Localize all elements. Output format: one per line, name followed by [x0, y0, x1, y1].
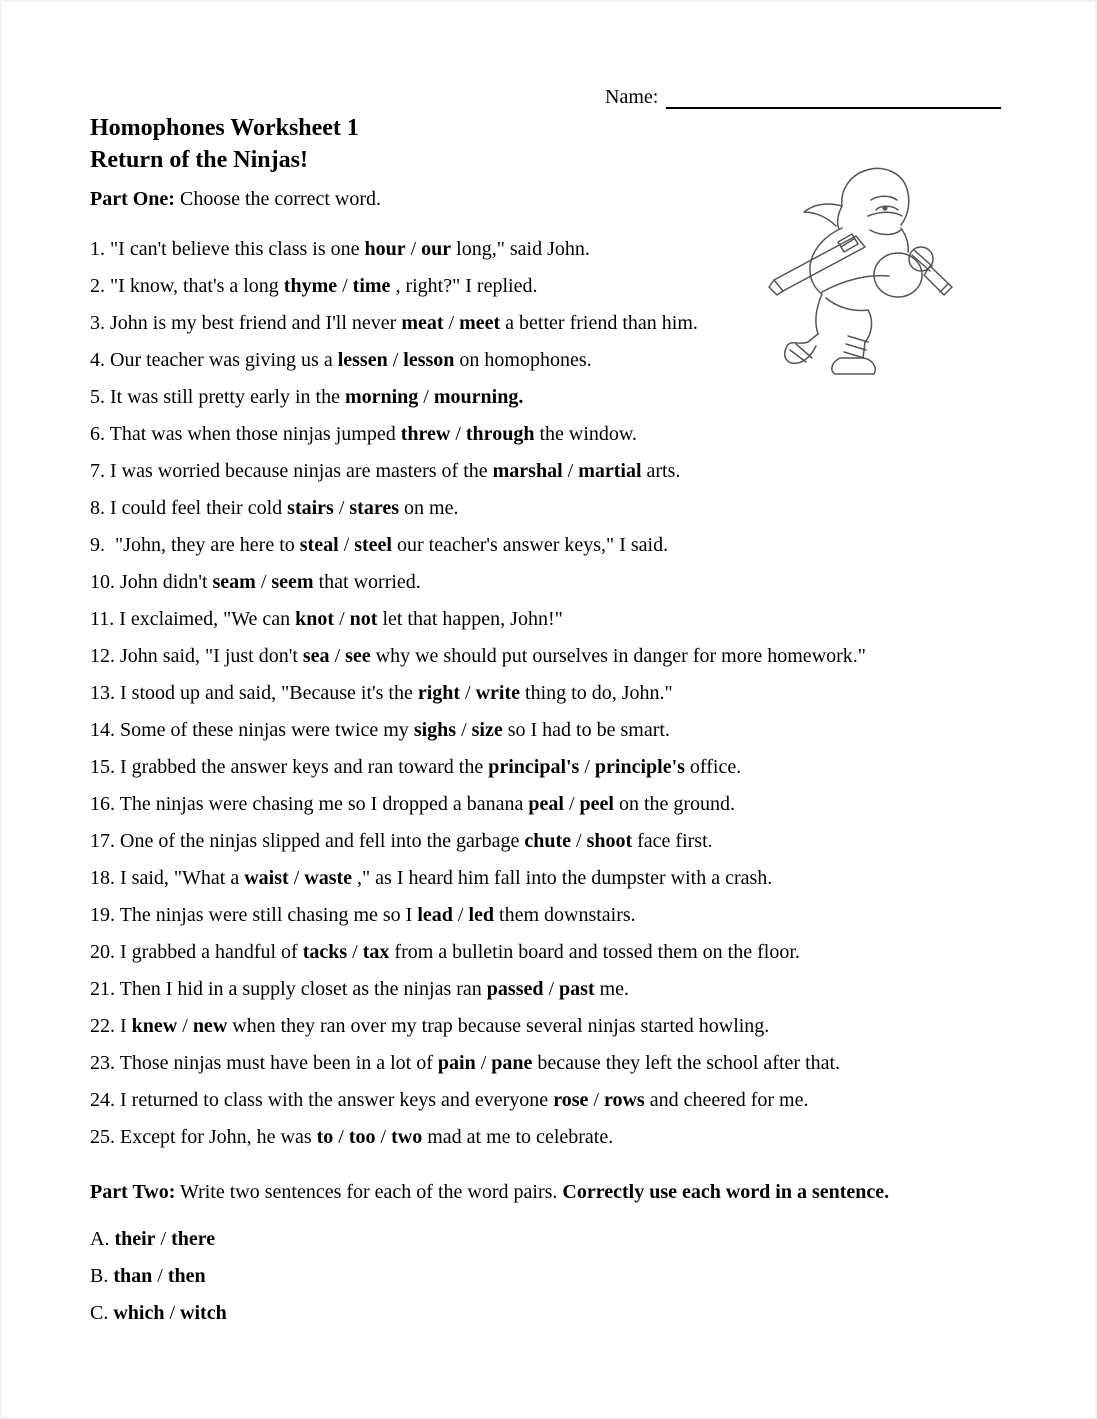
worksheet-item [90, 823, 1080, 860]
name-label: Name: [605, 86, 659, 108]
worksheet-title: Homophones Worksheet 1 [90, 115, 359, 141]
homophone-choice: two [391, 1126, 423, 1148]
homophone-choice: not [349, 608, 378, 630]
sentence-text: / [255, 571, 272, 593]
title-block [90, 112, 359, 176]
sentence-text: / [543, 978, 560, 1000]
homophone-choice: threw [400, 423, 451, 445]
sentence-text: / [562, 460, 579, 482]
sentence-text: 4. Our teacher was giving us a [90, 349, 338, 371]
homophone-choice: write [475, 682, 521, 704]
sentence-text: arts. [641, 460, 681, 482]
worksheet-item [90, 564, 1080, 601]
sentence-text: 13. I stood up and said, "Because it's the [90, 682, 418, 704]
homophone-choice: tax [362, 941, 390, 963]
sentence-text: / [347, 941, 363, 963]
part-two-heading [90, 1181, 1070, 1204]
homophone-choice: meet [459, 312, 501, 334]
sentence-text: / [405, 238, 422, 260]
sentence-text: / [588, 1089, 604, 1111]
sentence-text: 21. Then I hid in a supply closet as the ninjas ran [90, 978, 487, 1000]
sentence-text: / [456, 719, 472, 741]
homophone-choice: shoot [586, 830, 633, 852]
homophone-choice: Part Two: [90, 1181, 176, 1203]
sentence-text: thing to do, John." [520, 682, 673, 704]
homophone-choice: principle's [594, 756, 685, 778]
sentence-text: me. [594, 978, 630, 1000]
homophone-choice: thyme [283, 275, 338, 297]
worksheet-item [90, 749, 1080, 786]
homophone-choice: sighs [413, 719, 457, 741]
sentence-text: / [475, 1052, 492, 1074]
worksheet-item [90, 527, 1080, 564]
sentence-text: / [164, 1302, 181, 1324]
sentence-text: on me. [399, 497, 459, 519]
sentence-text: / [338, 534, 355, 556]
homophone-choice: waste [304, 867, 353, 889]
sentence-text: / [177, 1015, 193, 1037]
homophone-choice: there [171, 1228, 216, 1250]
homophone-choice: chute [524, 830, 571, 852]
sentence-text: 6. That was when those ninjas jumped [90, 423, 401, 445]
sentence-text: face first. [632, 830, 713, 852]
sentence-text: / [333, 497, 350, 519]
worksheet-item [90, 1119, 1080, 1156]
homophone-choice: knot [295, 608, 335, 630]
sentence-text: , right?" I replied. [390, 275, 538, 297]
part-one-heading [90, 188, 381, 211]
sentence-text: 5. It was still pretty early in the [90, 386, 345, 408]
sentence-text: / [452, 904, 469, 926]
sentence-text: 11. I exclaimed, "We can [90, 608, 296, 630]
word-pair-item [90, 1295, 1080, 1332]
homophone-choice: tacks [302, 941, 348, 963]
sentence-text: 10. John didn't [90, 571, 213, 593]
name-blank-line [666, 87, 1001, 109]
worksheet-item [90, 786, 1080, 823]
homophone-choice: lesson [403, 349, 455, 371]
worksheet-item [90, 1008, 1080, 1045]
homophone-choice: morning [344, 386, 419, 408]
sentence-text: our teacher's answer keys," I said. [391, 534, 669, 556]
sentence-text: 23. Those ninjas must have been in a lot of [90, 1052, 438, 1074]
word-pair-item [90, 1258, 1080, 1295]
worksheet-item [90, 1082, 1080, 1119]
sentence-text: and cheered for me. [644, 1089, 809, 1111]
homophone-choice: rows [603, 1089, 645, 1111]
homophone-choice: stares [349, 497, 400, 519]
homophone-choice: martial [578, 460, 642, 482]
sentence-text: long," said John. [451, 238, 590, 260]
worksheet-item [90, 971, 1080, 1008]
sentence-text: ," as I heard him fall into the dumpster with a crash. [352, 867, 773, 889]
sentence-text: Write two sentences for each of the word pairs. [175, 1181, 563, 1203]
sentence-text: / [334, 608, 350, 630]
sentence-text: / [579, 756, 595, 778]
homophone-choice: sea [302, 645, 330, 667]
sentence-text: / [460, 682, 476, 704]
sentence-text: them downstairs. [494, 904, 636, 926]
sentence-text: / [387, 349, 404, 371]
sentence-text: 25. Except for John, he was [90, 1126, 317, 1148]
worksheet-item [90, 601, 1080, 638]
homophone-choice: their [114, 1228, 156, 1250]
sentence-text: / [450, 423, 466, 445]
worksheet-item [90, 675, 1080, 712]
sentence-text: 14. Some of these ninjas were twice my [90, 719, 414, 741]
worksheet-item [90, 712, 1080, 749]
word-pair-item [90, 1221, 1080, 1258]
sentence-text: the window. [534, 423, 638, 445]
sentence-text: / [418, 386, 434, 408]
sentence-text: / [333, 1126, 349, 1148]
sentence-text: 9. "John, they are here to [90, 534, 300, 556]
sentence-text: office. [684, 756, 742, 778]
sentence-text: why we should put ourselves in danger for more homework." [370, 645, 866, 667]
homophone-choice: seam [212, 571, 256, 593]
sentence-text: / [375, 1126, 392, 1148]
homophone-choice: too [348, 1126, 376, 1148]
worksheet-item [90, 416, 1080, 453]
sentence-text: A. [90, 1228, 115, 1250]
sentence-text: Choose the correct word. [174, 188, 382, 210]
sentence-text: because they left the school after that. [532, 1052, 841, 1074]
sentence-text: so I had to be smart. [502, 719, 670, 741]
homophone-choice: mourning. [433, 386, 524, 408]
worksheet-item [90, 490, 1080, 527]
worksheet-subtitle: Return of the Ninjas! [90, 147, 308, 173]
sentence-text: 24. I returned to class with the answer keys and everyone [90, 1089, 554, 1111]
homophone-choice: passed [486, 978, 544, 1000]
homophone-choice: new [192, 1015, 228, 1037]
homophone-choice: past [559, 978, 595, 1000]
sentence-text: that worried. [313, 571, 421, 593]
homophone-choice: seem [271, 571, 314, 593]
homophone-choice: hour [364, 238, 406, 260]
sentence-text: when they ran over my trap because several ninjas started howling. [227, 1015, 770, 1037]
worksheet-item [90, 934, 1080, 971]
homophone-choice: which [113, 1302, 165, 1324]
sentence-text: on the ground. [613, 793, 736, 815]
homophone-choice: then [167, 1265, 206, 1287]
sentence-text: 22. I [90, 1015, 132, 1037]
homophone-choice: marshal [492, 460, 563, 482]
sentence-text: 12. John said, "I just don't [90, 645, 303, 667]
homophone-choice: Part One: [90, 188, 175, 210]
sentence-text: / [152, 1265, 168, 1287]
sentence-text: B. [90, 1265, 114, 1287]
homophone-choice: steel [354, 534, 392, 556]
sentence-text: 3. John is my best friend and I'll never [90, 312, 402, 334]
sentence-text: / [443, 312, 460, 334]
worksheet-item [90, 1045, 1080, 1082]
sentence-text: 19. The ninjas were still chasing me so I [90, 904, 418, 926]
worksheet-item [90, 453, 1080, 490]
sentence-text: / [337, 275, 353, 297]
homophone-choice: our [421, 238, 452, 260]
sentence-text: 17. One of the ninjas slipped and fell into the garbage [90, 830, 525, 852]
homophone-choice: lead [417, 904, 453, 926]
homophone-choice: size [471, 719, 503, 741]
homophone-choice: waist [244, 867, 289, 889]
homophone-choice: meat [401, 312, 444, 334]
sentence-text: a better friend than him. [500, 312, 698, 334]
homophone-choice: see [345, 645, 371, 667]
sentence-text: / [329, 645, 346, 667]
homophone-choice: than [113, 1265, 153, 1287]
homophone-choice: right [417, 682, 461, 704]
sentence-text: 18. I said, "What a [90, 867, 245, 889]
sentence-text: C. [90, 1302, 114, 1324]
homophone-choice: time [352, 275, 391, 297]
homophone-choice: pain [437, 1052, 476, 1074]
part-two-pairs [90, 1221, 1080, 1332]
sentence-text: 8. I could feel their cold [90, 497, 288, 519]
sentence-text: mad at me to celebrate. [422, 1126, 614, 1148]
worksheet-item [90, 860, 1080, 897]
homophone-choice: steal [299, 534, 339, 556]
homophone-choice: led [468, 904, 495, 926]
homophone-choice: principal's [488, 756, 580, 778]
homophone-choice: Correctly use each word in a sentence. [562, 1181, 890, 1203]
homophone-choice: knew [131, 1015, 178, 1037]
sentence-text: let that happen, John!" [377, 608, 563, 630]
sentence-text: / [155, 1228, 172, 1250]
homophone-choice: lessen [337, 349, 388, 371]
sentence-text: 1. "I can't believe this class is one [90, 238, 365, 260]
name-row [605, 86, 1001, 109]
sentence-text: 20. I grabbed a handful of [90, 941, 303, 963]
worksheet-item [90, 897, 1080, 934]
homophone-choice: rose [553, 1089, 589, 1111]
homophone-choice: witch [180, 1302, 227, 1324]
ninja-illustration [768, 158, 992, 394]
sentence-text: 15. I grabbed the answer keys and ran toward the [90, 756, 489, 778]
sentence-text: / [288, 867, 305, 889]
sentence-text: / [563, 793, 580, 815]
homophone-choice: to [316, 1126, 334, 1148]
sentence-text: 2. "I know, that's a long [90, 275, 284, 297]
worksheet-item [90, 638, 1080, 675]
sentence-text: / [571, 830, 587, 852]
sentence-text: from a bulletin board and tossed them on the floor. [389, 941, 800, 963]
homophone-choice: stairs [287, 497, 334, 519]
homophone-choice: pane [491, 1052, 533, 1074]
homophone-choice: through [465, 423, 535, 445]
sentence-text: 16. The ninjas were chasing me so I dropped a banana [90, 793, 529, 815]
homophone-choice: peel [579, 793, 614, 815]
homophone-choice: peal [528, 793, 564, 815]
sentence-text: 7. I was worried because ninjas are masters of the [90, 460, 493, 482]
sentence-text: on homophones. [454, 349, 592, 371]
